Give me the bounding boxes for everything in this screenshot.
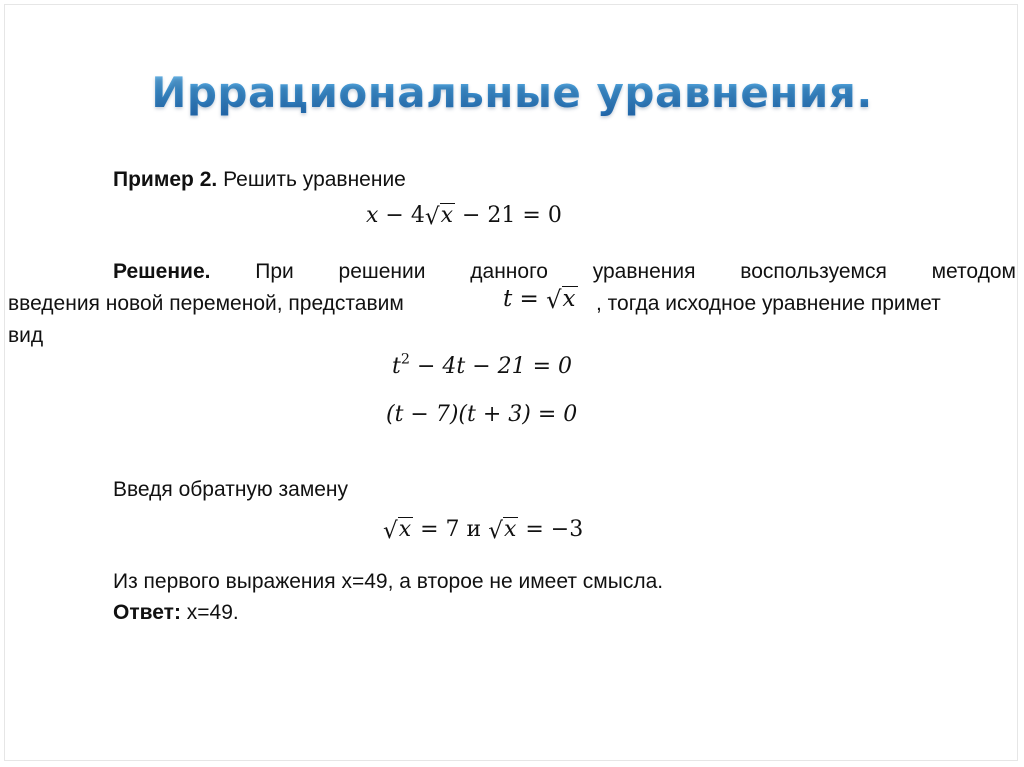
sqrt-x: √x — [546, 286, 576, 314]
answer-label: Ответ: — [113, 601, 181, 624]
solution-label: Решение. — [113, 260, 211, 283]
main-equation: x − 4√x − 21 = 0 — [366, 203, 562, 230]
slide-frame — [4, 4, 1018, 761]
factored-equation: (t − 7)(t + 3) = 0 — [386, 402, 578, 427]
sqrt-x: √x — [383, 517, 412, 544]
example-label: Пример 2. — [113, 168, 218, 191]
example-line — [113, 164, 406, 196]
back-substitution-equation: √x = 7 и √x = −3 — [383, 517, 584, 544]
solution-line-2b: , тогда исходное уравнение примет — [596, 292, 941, 315]
answer-line — [113, 597, 239, 629]
quadratic-equation: $t^2 - 4t - 21 = 0$ — [392, 351, 573, 379]
conclusion-text: Из первого выражения x=49, а второе не имеет смысла. — [113, 570, 664, 593]
answer-value: x=49. — [180, 601, 239, 624]
solution-line-1: Решение. При решении данного уравнения воспользуемся методом — [113, 260, 1016, 283]
solution-line-3: вид — [8, 324, 44, 347]
substitution-equation: t = √x — [503, 286, 576, 314]
example-text: Решить уравнение — [217, 168, 406, 191]
slide-title: Иррациональные уравнения. — [0, 68, 1024, 117]
solution-line-2a: введения новой переменой, представим — [8, 292, 404, 315]
sqrt-x: √x — [424, 203, 453, 230]
sqrt-x: √x — [488, 517, 517, 544]
reverse-substitution-text: Введя обратную замену — [113, 478, 349, 501]
